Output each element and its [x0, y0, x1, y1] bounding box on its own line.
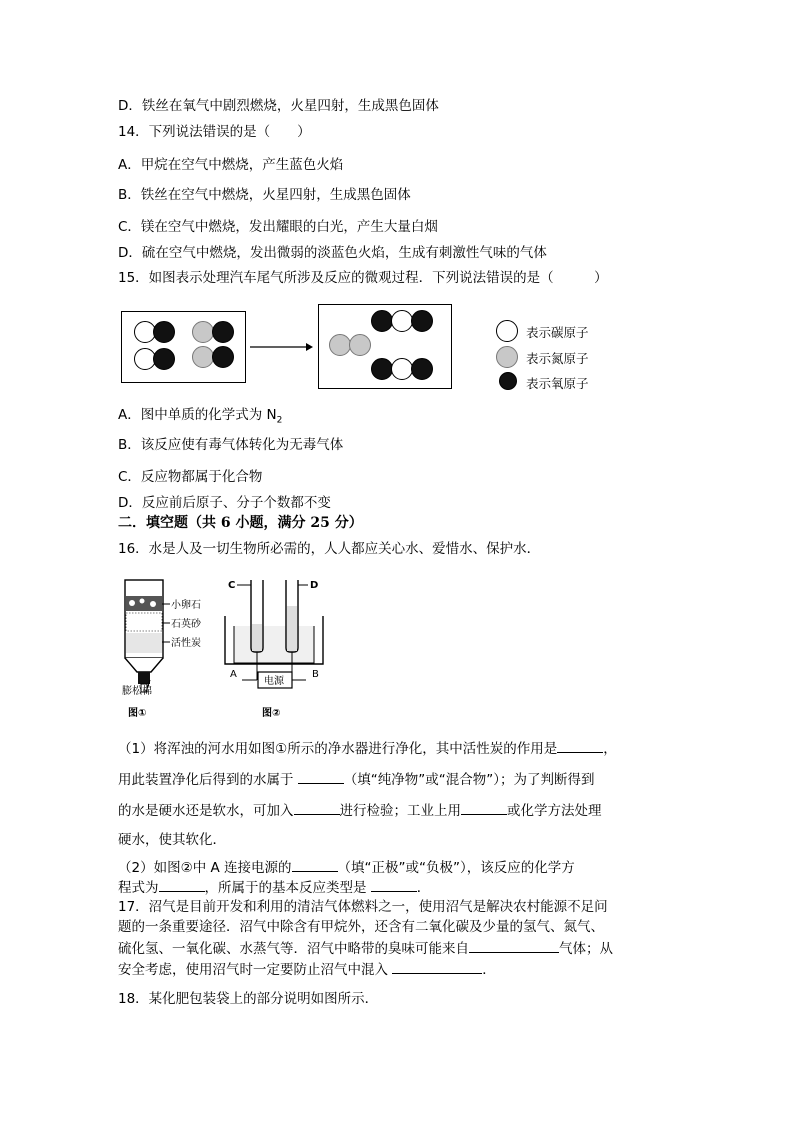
q17-line1: 17．沼气是目前开发和利用的清洁气体燃料之一，使用沼气是解决农村能源不足问 [118, 899, 608, 915]
text-segment: （填“正极”或“负极”），该反应的化学方 [337, 860, 575, 876]
text-segment: ，所属于的基本反应类型是 [204, 880, 371, 896]
text-segment: ． [482, 962, 496, 978]
legend-carbon-label: 表示碳原子 [526, 325, 589, 340]
reaction-arrow-icon [250, 340, 314, 354]
oxygen-legend-icon [499, 372, 517, 390]
q15-stem: 15．如图表示处理汽车尾气所涉及反应的微观过程．下列说法错误的是（ ） [118, 270, 608, 286]
text-segment: 进行检验；工业上用 [339, 803, 461, 819]
text-segment: 或化学方法处理 [507, 803, 602, 819]
text-segment: （1）将浑浊的河水用如图①所示的净水器进行净化，其中活性炭的作用是 [118, 741, 558, 757]
nitrogen-atom [192, 321, 214, 343]
text-segment: 程式为 [118, 880, 159, 896]
text-segment: （2）如图②中 A 连接电源的 [118, 860, 292, 876]
oxygen-atom [411, 358, 433, 380]
q16-part1-line3 [118, 801, 602, 820]
oxygen-atom [153, 321, 175, 343]
answer-blank-reagent[interactable] [294, 801, 340, 815]
label-cotton: 膨松棉 [122, 686, 152, 697]
answer-blank-reaction-type[interactable] [371, 878, 417, 892]
q13-option-d: D．铁丝在氧气中剧烈燃烧，火星四射，生成黑色固体 [118, 98, 439, 114]
q15-option-a [118, 406, 282, 430]
label-quartz-sand: 石英砂 [171, 619, 201, 630]
fig2-caption: 图② [262, 708, 281, 719]
q14-option-d: D．硫在空气中燃烧，发出微弱的淡蓝色火焰，生成有刺激性气味的气体 [118, 245, 547, 261]
oxygen-atom [411, 310, 433, 332]
water-filter-figure [120, 576, 215, 722]
section2-title: 二．填空题（共 6 小题，满分 25 分） [118, 515, 363, 531]
q15-option-b: B．该反应使有毒气体转化为无毒气体 [118, 437, 344, 453]
label-c: C [228, 580, 236, 591]
answer-blank-water-type[interactable] [298, 770, 344, 784]
products-box [318, 304, 452, 389]
nitrogen-atom [329, 334, 351, 356]
label-a: A [230, 669, 237, 680]
label-b: B [312, 669, 319, 680]
q14-option-b: B．铁丝在空气中燃烧，火星四射，生成黑色固体 [118, 187, 411, 203]
answer-blank-equation[interactable] [159, 878, 205, 892]
oxygen-atom [153, 348, 175, 370]
q15-option-a-text: A．图中单质的化学式为 N [118, 407, 277, 423]
legend-nitrogen-label: 表示氮原子 [526, 351, 589, 366]
oxygen-atom [212, 346, 234, 368]
nitrogen-legend-icon [496, 346, 518, 368]
answer-blank-odor-gas[interactable] [469, 939, 559, 953]
text-segment: ， [603, 741, 617, 757]
text-segment: ． [416, 880, 431, 896]
oxygen-atom [371, 358, 393, 380]
label-d: D [310, 580, 319, 591]
label-power-supply: 电源 [264, 676, 284, 687]
text-segment: （填“纯净物”或“混合物”）；为了判断得到 [343, 772, 595, 788]
q16-part1-line4: 硬水，使其软化． [118, 832, 226, 848]
q15-option-d: D．反应前后原子、分子个数都不变 [118, 495, 331, 511]
carbon-atom [391, 358, 413, 380]
q18-stem: 18．某化肥包装袋上的部分说明如图所示． [118, 991, 379, 1007]
carbon-atom [391, 310, 413, 332]
text-segment: 的水是硬水还是软水，可加入 [118, 803, 294, 819]
text-segment: 安全考虑，使用沼气时一定要防止沼气中混入 [118, 962, 393, 978]
nitrogen-atom [349, 334, 371, 356]
q17-line4 [118, 960, 496, 979]
q16-part2-line2 [118, 878, 430, 897]
fig1-caption: 图① [128, 708, 147, 719]
q16-stem: 16．水是人及一切生物所必需的，人人都应关心水、爱惜水、保护水． [118, 541, 541, 557]
q16-part1-line2 [118, 770, 595, 789]
oxygen-atom [212, 321, 234, 343]
q14-option-a: A．甲烷在空气中燃烧，产生蓝色火焰 [118, 157, 344, 173]
electrolysis-figure [222, 576, 328, 722]
label-activated-carbon: 活性炭 [171, 638, 201, 649]
legend-oxygen-label: 表示氧原子 [526, 376, 589, 391]
q17-line2: 题的一条重要途径．沼气中除含有甲烷外，还含有二氧化碳及少量的氢气、氮气、 [118, 919, 604, 935]
q16-part2-line1 [118, 858, 575, 877]
q14-option-c: C．镁在空气中燃烧，发出耀眼的白光，产生大量白烟 [118, 219, 438, 235]
oxygen-atom [371, 310, 393, 332]
q14-stem: 14．下列说法错误的是（ ） [118, 124, 311, 140]
answer-blank-softening-method[interactable] [461, 801, 507, 815]
text-segment: 气体；从 [559, 941, 613, 957]
answer-blank-mixed-gas[interactable] [392, 960, 482, 974]
q17-line3 [118, 939, 613, 958]
nitrogen-atom [192, 346, 214, 368]
reactants-box [121, 311, 246, 383]
answer-blank-activated-carbon[interactable] [557, 739, 603, 753]
q15-option-c: C．反应物都属于化合物 [118, 469, 263, 485]
text-segment: 用此装置净化后得到的水属于 [118, 772, 298, 788]
carbon-legend-icon [496, 320, 518, 342]
q15-option-a-subscript: 2 [276, 415, 283, 426]
text-segment: 硫化氢、一氧化碳、水蒸气等．沼气中略带的臭味可能来自 [118, 941, 469, 957]
answer-blank-electrode[interactable] [292, 858, 338, 872]
label-pebble: 小卵石 [171, 600, 201, 611]
q16-part1-line1 [118, 739, 617, 758]
